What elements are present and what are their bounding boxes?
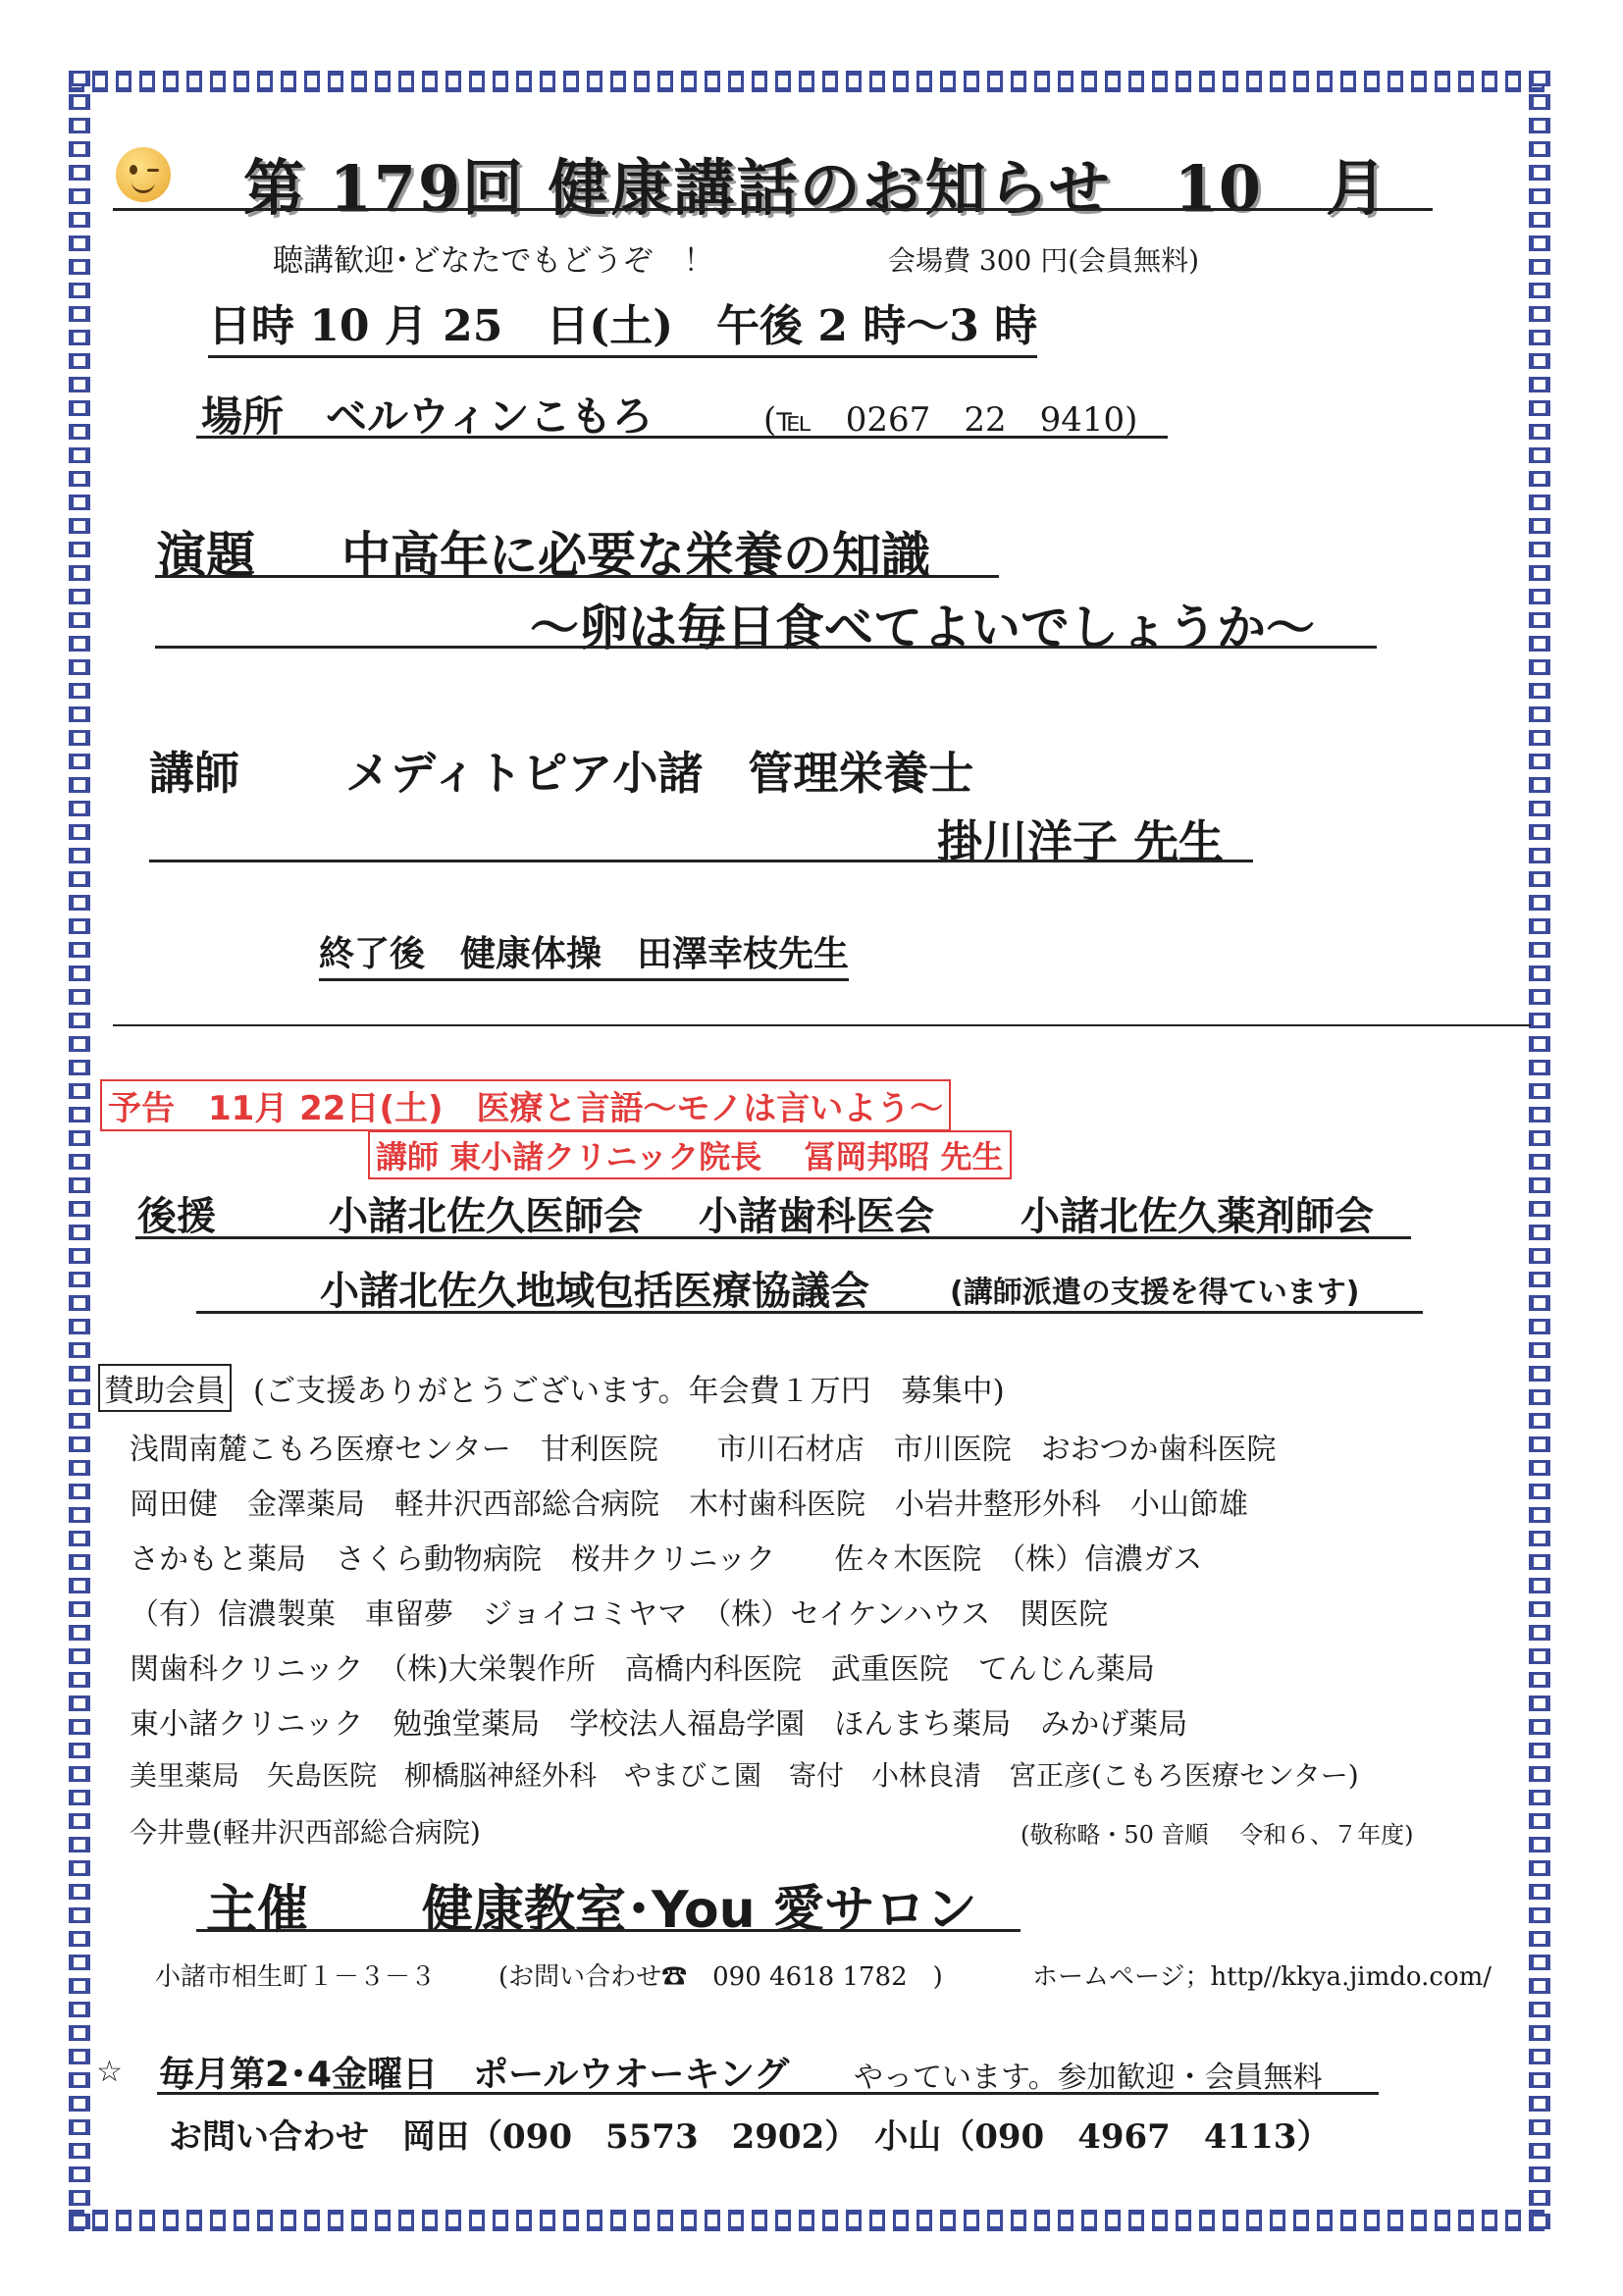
section-divider — [113, 1024, 1531, 1026]
page-border-top — [69, 71, 1550, 92]
host-contact: (お問い合わせ☎ 090 4618 1782 ) — [498, 1962, 943, 1992]
topic-main: 中高年に必要な栄養の知識 — [341, 527, 930, 584]
place-phone: (℡ 0267 22 9410) — [763, 400, 1138, 440]
notice-main: 予告 11月 22日(土) 医療と言語～モノは言いよう～ — [100, 1079, 951, 1131]
place-label: 場所 — [201, 392, 285, 441]
title-underline — [113, 208, 1433, 211]
walking-underline — [157, 2092, 1379, 2095]
page-border-left — [69, 71, 90, 2231]
walking-contact: お問い合わせ 岡田（090 5573 2902） 小山（090 4967 4113） — [169, 2117, 1331, 2157]
page-border-bottom — [69, 2210, 1550, 2231]
member-row: 関歯科クリニック （株)大栄製作所 高橋内科医院 武重医院 てんじん薬局 — [130, 1652, 1155, 1687]
topic-label: 演題 — [157, 527, 255, 584]
host-name: 健康教室･You 愛サロン — [422, 1881, 977, 1940]
lecturer-name: 掛川洋子 先生 — [937, 815, 1225, 868]
topic-sub-underline — [155, 646, 1377, 649]
fee-text: 会場費 300 円(会員無料) — [888, 244, 1200, 277]
member-row: 浅間南麓こもろ医療センター 甘利医院 市川石材店 市川医院 おおつか歯科医院 — [130, 1433, 1277, 1467]
place-underline — [196, 436, 1168, 439]
topic-underline — [155, 575, 999, 578]
host-underline — [196, 1929, 1021, 1932]
members-footnote: (敬称略・50 音順 令和６、７年度) — [1021, 1821, 1414, 1849]
support-org-3: 小諸北佐久薬剤師会 — [1021, 1194, 1374, 1239]
support-label: 後援 — [137, 1194, 216, 1239]
member-row: 岡田健 金澤薬局 軽井沢西部総合病院 木村歯科医院 小岩井整形外科 小山節雄 — [130, 1487, 1248, 1522]
members-label: 賛助会員 — [98, 1364, 232, 1412]
winking-smiley-icon — [116, 147, 171, 202]
walking-schedule: 毎月第2･4金曜日 ポールウオーキング — [159, 2055, 790, 2095]
notice-lecturer: 講師 東小諸クリニック院長 冨岡邦昭 先生 — [368, 1130, 1012, 1179]
topic-subtitle: ～卵は毎日食べてよいでしょうか～ — [530, 600, 1315, 656]
support-org-1: 小諸北佐久医師会 — [329, 1194, 643, 1239]
welcome-text: 聴講歓迎･どなたでもどうぞ ！ — [273, 243, 714, 279]
place-name: ベルウィンこもろ — [326, 392, 654, 441]
walking-note: やっています。参加歓迎・会員無料 — [854, 2061, 1323, 2095]
star-icon: ☆ — [96, 2055, 123, 2089]
member-row: 東小諸クリニック 勉強堂薬局 学校法人福島学園 ほんまち薬局 みかげ薬局 — [130, 1707, 1188, 1742]
support-underline-2 — [196, 1311, 1423, 1314]
lecturer-org: メディトピア小諸 管理栄養士 — [345, 747, 974, 800]
page-title: 第 179回 健康講話のお知らせ 10 月 — [243, 152, 1389, 224]
support-underline-1 — [135, 1236, 1411, 1239]
member-row: 美里薬局 矢島医院 柳橋脳神経外科 やまびこ園 寄付 小林良清 宮正彦(こもろ医療センター) — [130, 1759, 1359, 1792]
lecturer-label: 講師 — [149, 747, 239, 800]
host-address: 小諸市相生町１－３－３ — [155, 1962, 437, 1992]
homepage-text: ホームページ；http//kkya.jimdo.com/ — [1032, 1962, 1492, 1992]
support-org-4: 小諸北佐久地域包括医療協議会 — [320, 1269, 869, 1314]
host-label: 主催 — [206, 1881, 309, 1940]
event-datetime: 日時 10 月 25 日(土) 午後 2 時～3 時 — [208, 290, 1037, 358]
after-exercise: 終了後 健康体操 田澤幸枝先生 — [319, 926, 849, 981]
member-row: （有）信濃製菓 車留夢 ジョイコミヤマ （株）セイケンハウス 関医院 — [130, 1597, 1109, 1632]
support-org-4-note: (講師派遣の支援を得ています) — [950, 1276, 1360, 1310]
page-border-right — [1529, 71, 1550, 2231]
lecturer-underline — [149, 860, 1253, 862]
members-note: (ご支援ありがとうございます。年会費１万円 募集中) — [253, 1374, 1005, 1409]
member-row: さかもと薬局 さくら動物病院 桜井クリニック 佐々木医院 （株）信濃ガス — [130, 1542, 1203, 1577]
support-org-2: 小諸歯科医会 — [699, 1194, 934, 1239]
member-last: 今井豊(軽井沢西部総合病院) — [130, 1816, 481, 1849]
